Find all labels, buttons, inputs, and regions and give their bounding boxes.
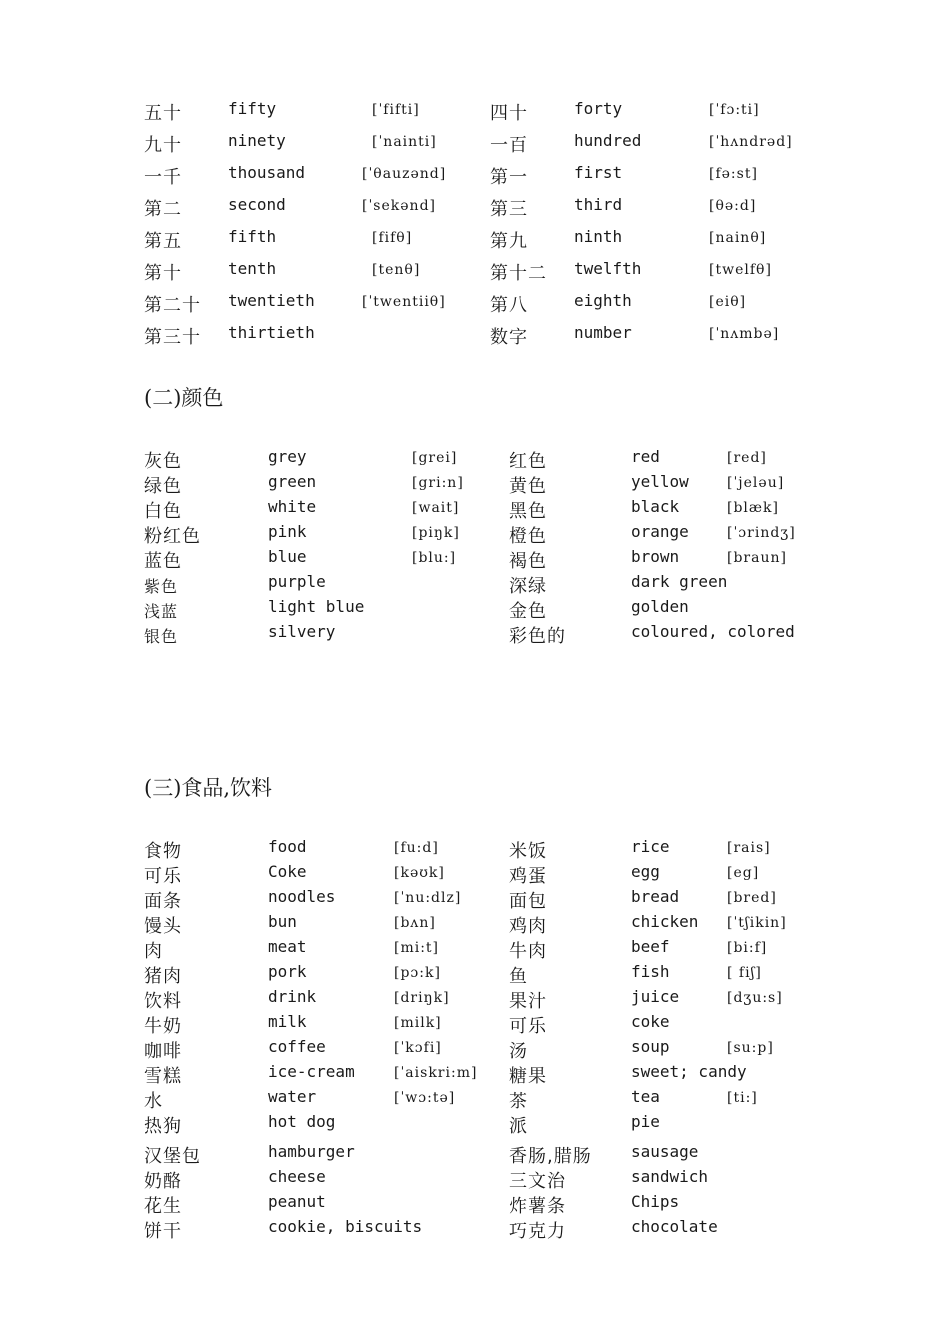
vocab-row	[0, 1192, 950, 1218]
vocab-row	[0, 572, 950, 598]
chinese-term: 肉	[144, 941, 163, 962]
vocab-row	[0, 163, 950, 189]
english-term: grey	[268, 447, 307, 466]
chinese-term: 白色	[144, 501, 182, 522]
chinese-term: 绿色	[144, 476, 182, 497]
vocab-row	[0, 447, 950, 473]
chinese-term: 花生	[144, 1196, 182, 1217]
english-term: twentieth	[228, 291, 315, 310]
english-term: juice	[631, 987, 680, 1006]
phonetic: [bʌn]	[394, 915, 436, 931]
chinese-term: 面条	[144, 891, 182, 912]
chinese-term: 红色	[509, 451, 547, 472]
chinese-term: 数字	[490, 327, 528, 348]
phonetic: [su:p]	[727, 1040, 774, 1056]
phonetic: [bi:f]	[727, 940, 768, 956]
chinese-term: 可乐	[144, 866, 182, 887]
chinese-term: 黄色	[509, 476, 547, 497]
english-term: ninety	[228, 131, 286, 150]
chinese-term: 紫色	[144, 577, 179, 596]
phonetic: [θə:d]	[709, 198, 757, 214]
chinese-term: 第三十	[144, 327, 201, 348]
chinese-term: 饼干	[144, 1221, 182, 1242]
english-term: thousand	[228, 163, 306, 182]
english-term: dark green	[631, 572, 728, 591]
chinese-term: 第二	[144, 199, 182, 220]
english-term: soup	[631, 1037, 670, 1056]
chinese-term: 饮料	[144, 991, 182, 1012]
chinese-term: 食物	[144, 841, 182, 862]
english-term: water	[268, 1087, 317, 1106]
chinese-term: 九十	[144, 135, 182, 156]
phonetic: [eg]	[727, 865, 760, 881]
english-term: twelfth	[574, 259, 642, 278]
chinese-term: 牛肉	[509, 941, 547, 962]
vocab-row	[0, 887, 950, 913]
phonetic: [milk]	[394, 1015, 442, 1031]
english-term: white	[268, 497, 317, 516]
phonetic: [bred]	[727, 890, 777, 906]
chinese-term: 米饭	[509, 841, 547, 862]
vocab-row	[0, 472, 950, 498]
phonetic: [ˈtʃikin]	[727, 915, 787, 931]
english-term: food	[268, 837, 307, 856]
english-term: purple	[268, 572, 326, 591]
vocab-row	[0, 937, 950, 963]
english-term: bread	[631, 887, 680, 906]
phonetic: [mi:t]	[394, 940, 440, 956]
english-term: pie	[631, 1112, 660, 1131]
phonetic: [twelfθ]	[709, 262, 772, 278]
vocab-row	[0, 622, 950, 648]
english-term: eighth	[574, 291, 632, 310]
phonetic: [fu:d]	[394, 840, 439, 856]
vocab-row	[0, 1062, 950, 1088]
section-heading-food: (三)食品,饮料	[144, 776, 273, 800]
english-term: silvery	[268, 622, 336, 641]
chinese-term: 第九	[490, 231, 528, 252]
phonetic: [ˈnainti]	[372, 134, 437, 150]
english-term: blue	[268, 547, 307, 566]
phonetic: [ˈaiskri:m]	[394, 1065, 478, 1081]
chinese-term: 第八	[490, 295, 528, 316]
phonetic: [ˈsekənd]	[362, 198, 436, 214]
english-term: hamburger	[268, 1142, 355, 1161]
chinese-term: 鸡肉	[509, 916, 547, 937]
english-term: tenth	[228, 259, 277, 278]
chinese-term: 第一	[490, 167, 528, 188]
chinese-term: 灰色	[144, 451, 182, 472]
vocab-row	[0, 227, 950, 253]
phonetic: [kəʊk]	[394, 865, 445, 881]
vocab-row	[0, 497, 950, 523]
phonetic: [grei]	[412, 450, 458, 466]
english-term: ninth	[574, 227, 623, 246]
english-term: meat	[268, 937, 307, 956]
chinese-term: 第十二	[490, 263, 547, 284]
english-term: sausage	[631, 1142, 699, 1161]
chinese-term: 黑色	[509, 501, 547, 522]
chinese-term: 第五	[144, 231, 182, 252]
vocab-row	[0, 962, 950, 988]
chinese-term: 香肠,腊肠	[509, 1146, 592, 1167]
phonetic: [eiθ]	[709, 294, 747, 310]
english-term: cheese	[268, 1167, 326, 1186]
phonetic: [piŋk]	[412, 525, 460, 541]
vocab-row	[0, 1087, 950, 1113]
chinese-term: 猪肉	[144, 966, 182, 987]
chinese-term: 鱼	[509, 966, 528, 987]
phonetic: [pɔ:k]	[394, 965, 441, 981]
chinese-term: 派	[509, 1116, 528, 1137]
english-term: number	[574, 323, 632, 342]
phonetic: [blæk]	[727, 500, 780, 516]
english-term: green	[268, 472, 317, 491]
phonetic: [dʒu:s]	[727, 990, 783, 1006]
vocab-row	[0, 1037, 950, 1063]
vocab-row	[0, 99, 950, 125]
english-term: beef	[631, 937, 670, 956]
phonetic: [ti:]	[727, 1090, 758, 1106]
section-heading-colors: (二)颜色	[144, 386, 224, 410]
vocab-row	[0, 987, 950, 1013]
english-term: coloured, colored	[631, 622, 795, 641]
chinese-term: 深绿	[509, 576, 547, 597]
english-term: egg	[631, 862, 660, 881]
english-term: sandwich	[631, 1167, 709, 1186]
english-term: drink	[268, 987, 317, 1006]
english-term: chicken	[631, 912, 699, 931]
vocab-row	[0, 131, 950, 157]
chinese-term: 水	[144, 1091, 163, 1112]
chinese-term: 银色	[144, 627, 179, 646]
phonetic: [gri:n]	[412, 475, 464, 491]
chinese-term: 汉堡包	[144, 1146, 201, 1167]
chinese-term: 巧克力	[509, 1221, 566, 1242]
chinese-term: 炸薯条	[509, 1196, 566, 1217]
vocab-row	[0, 1112, 950, 1138]
vocab-row	[0, 1217, 950, 1243]
phonetic: [ˈɔrindʒ]	[727, 525, 796, 541]
vocab-row	[0, 1167, 950, 1193]
english-term: pink	[268, 522, 307, 541]
vocab-row	[0, 522, 950, 548]
english-term: sweet; candy	[631, 1062, 747, 1081]
phonetic: [ˈtwentiiθ]	[362, 294, 446, 310]
vocab-row	[0, 323, 950, 349]
chinese-term: 一百	[490, 135, 528, 156]
phonetic: [braun]	[727, 550, 787, 566]
vocab-row	[0, 259, 950, 285]
english-term: light blue	[268, 597, 365, 616]
english-term: golden	[631, 597, 689, 616]
english-term: Coke	[268, 862, 307, 881]
chinese-term: 第十	[144, 263, 182, 284]
chinese-term: 四十	[490, 103, 528, 124]
chinese-term: 糖果	[509, 1066, 547, 1087]
english-term: rice	[631, 837, 670, 856]
english-term: cookie, biscuits	[268, 1217, 423, 1236]
vocab-row	[0, 1012, 950, 1038]
phonetic: [tenθ]	[372, 262, 421, 278]
phonetic: [nainθ]	[709, 230, 767, 246]
english-term: third	[574, 195, 623, 214]
chinese-term: 第三	[490, 199, 528, 220]
chinese-term: 金色	[509, 601, 547, 622]
chinese-term: 橙色	[509, 526, 547, 547]
vocab-row	[0, 912, 950, 938]
chinese-term: 第二十	[144, 295, 201, 316]
phonetic: [ˈnu:dlz]	[394, 890, 462, 906]
english-term: peanut	[268, 1192, 326, 1211]
chinese-term: 彩色的	[509, 626, 566, 647]
chinese-term: 可乐	[509, 1016, 547, 1037]
english-term: tea	[631, 1087, 660, 1106]
phonetic: [wait]	[412, 500, 460, 516]
phonetic: [red]	[727, 450, 767, 466]
english-term: black	[631, 497, 680, 516]
english-term: red	[631, 447, 660, 466]
english-term: coke	[631, 1012, 670, 1031]
phonetic: [ˈfifti]	[372, 102, 420, 118]
english-term: yellow	[631, 472, 689, 491]
phonetic: [driŋk]	[394, 990, 450, 1006]
vocab-row	[0, 837, 950, 863]
chinese-term: 咖啡	[144, 1041, 182, 1062]
english-term: Chips	[631, 1192, 680, 1211]
english-term: milk	[268, 1012, 307, 1031]
phonetic: [fifθ]	[372, 230, 413, 246]
phonetic: [ˈfɔ:ti]	[709, 102, 760, 118]
english-term: fifth	[228, 227, 277, 246]
phonetic: [fə:st]	[709, 166, 758, 182]
english-term: second	[228, 195, 286, 214]
phonetic: [ˈjeləu]	[727, 475, 785, 491]
phonetic: [ fiʃ]	[727, 965, 762, 981]
chinese-term: 面包	[509, 891, 547, 912]
english-term: coffee	[268, 1037, 326, 1056]
phonetic: [ˈθauzənd]	[362, 166, 447, 182]
english-term: thirtieth	[228, 323, 315, 342]
english-term: first	[574, 163, 623, 182]
english-term: fifty	[228, 99, 277, 118]
chinese-term: 三文治	[509, 1171, 566, 1192]
chinese-term: 茶	[509, 1091, 528, 1112]
phonetic: [rais]	[727, 840, 771, 856]
vocab-row	[0, 195, 950, 221]
english-term: fish	[631, 962, 670, 981]
english-term: orange	[631, 522, 689, 541]
phonetic: [ˈnʌmbə]	[709, 326, 780, 342]
chinese-term: 奶酪	[144, 1171, 182, 1192]
english-term: pork	[268, 962, 307, 981]
english-term: noodles	[268, 887, 336, 906]
english-term: ice-cream	[268, 1062, 355, 1081]
english-term: forty	[574, 99, 623, 118]
phonetic: [blu:]	[412, 550, 457, 566]
vocab-row	[0, 597, 950, 623]
chinese-term: 一千	[144, 167, 182, 188]
vocab-row	[0, 1142, 950, 1168]
phonetic: [ˈkɔfi]	[394, 1040, 442, 1056]
chinese-term: 雪糕	[144, 1066, 182, 1087]
chinese-term: 果汁	[509, 991, 547, 1012]
english-term: bun	[268, 912, 297, 931]
english-term: brown	[631, 547, 680, 566]
chinese-term: 牛奶	[144, 1016, 182, 1037]
chinese-term: 鸡蛋	[509, 866, 547, 887]
english-term: hot dog	[268, 1112, 336, 1131]
chinese-term: 粉红色	[144, 526, 201, 547]
vocab-row	[0, 547, 950, 573]
chinese-term: 汤	[509, 1041, 528, 1062]
vocab-row	[0, 862, 950, 888]
chinese-term: 蓝色	[144, 551, 182, 572]
vocab-row	[0, 291, 950, 317]
chinese-term: 馒头	[144, 916, 182, 937]
phonetic: [ˈwɔ:tə]	[394, 1090, 456, 1106]
phonetic: [ˈhʌndrəd]	[709, 134, 793, 150]
english-term: chocolate	[631, 1217, 718, 1236]
chinese-term: 热狗	[144, 1116, 182, 1137]
chinese-term: 褐色	[509, 551, 547, 572]
chinese-term: 五十	[144, 103, 182, 124]
chinese-term: 浅蓝	[144, 602, 179, 621]
english-term: hundred	[574, 131, 642, 150]
